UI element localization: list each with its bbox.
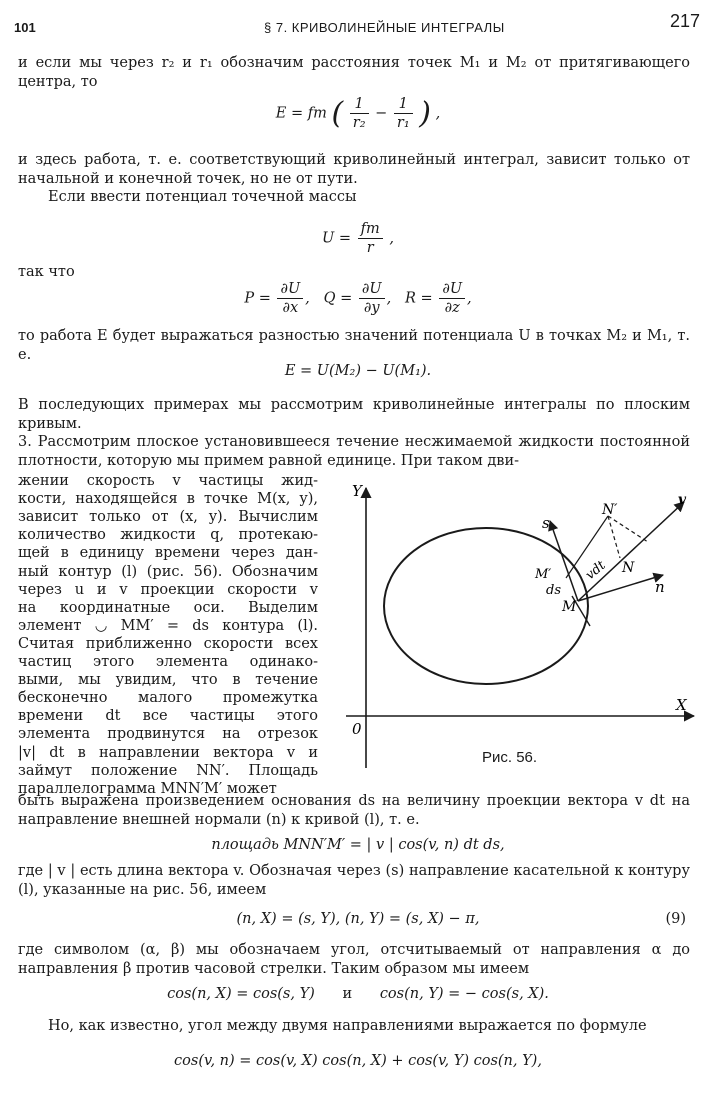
equation-potential-difference: E = U(M₂) − U(M₁). bbox=[284, 363, 432, 379]
eq1-minus: − bbox=[375, 105, 388, 122]
paragraph-11: где символом (α, β) мы обозначаем угол, отсчитываемый от направления α до направления β против часовой стрелки. Таким образом мы имеем bbox=[18, 942, 690, 977]
eq3-tail: , bbox=[467, 290, 472, 307]
velocity-v-vector bbox=[578, 502, 684, 601]
paragraph-5: то работа E будет выражаться разностью значений потенциала U в точках M₂ и M₁, т. е. bbox=[18, 328, 690, 363]
label-n: n bbox=[655, 578, 665, 596]
eq2-lhs: U = bbox=[322, 230, 352, 247]
eq3-q-num: ∂U bbox=[359, 280, 385, 299]
eq1-num2: 1 bbox=[394, 95, 413, 114]
eq2-num: fm bbox=[358, 220, 383, 239]
wrapped-line: кости, находящейся в точке M(x, y), bbox=[18, 491, 318, 508]
eq3-r-den: ∂z bbox=[444, 300, 460, 316]
paragraph-12: Но, как известно, угол между двумя направлениями выражается по формуле bbox=[48, 1018, 647, 1034]
eq3-p-lhs: P = bbox=[244, 290, 271, 307]
page-number: 217 bbox=[669, 11, 700, 31]
running-header bbox=[14, 12, 700, 38]
eq3-sep-1: , bbox=[305, 290, 310, 307]
label-origin: 0 bbox=[352, 720, 362, 738]
wrapped-line: на координатные оси. Выделим bbox=[18, 599, 318, 616]
wrapped-line: параллелограмма MNN′M′ может bbox=[18, 780, 277, 797]
wrapped-line: |v| dt в направлении вектора v и bbox=[18, 744, 318, 761]
eq7-left: cos(n, X) = cos(s, Y) bbox=[167, 986, 315, 1002]
eq2-fraction bbox=[358, 220, 383, 257]
wrapped-line: элемента продвинутся на отрезок bbox=[18, 726, 318, 743]
label-M-prime: M′ bbox=[535, 567, 552, 582]
label-M: M bbox=[562, 599, 577, 615]
contour-l bbox=[384, 528, 588, 684]
eq1-tail: , bbox=[435, 105, 441, 122]
label-vdt: vdt bbox=[582, 558, 609, 584]
eq1-num1: 1 bbox=[350, 95, 369, 114]
wrapped-line: через u и v проекции скорости v bbox=[18, 581, 318, 598]
label-y-axis: Y bbox=[352, 482, 362, 500]
wrapped-line: Считая приближенно скорости всех bbox=[18, 635, 318, 652]
paragraph-7: 3. Рассмотрим плоское установившееся течение несжимаемой жидкости постоянной плотности, которую мы примем равной единице. При таком дви- bbox=[18, 434, 690, 469]
eq3-q-lhs: Q = bbox=[323, 290, 353, 307]
eq3-r-num: ∂U bbox=[439, 280, 465, 299]
figure-caption: Рис. 56. bbox=[482, 749, 538, 766]
eq2-tail: , bbox=[389, 230, 394, 247]
label-s: s bbox=[542, 514, 550, 532]
paragraph-4: так что bbox=[18, 264, 75, 280]
eq3-q-den: ∂y bbox=[363, 300, 380, 316]
equation-cos-relations bbox=[0, 985, 716, 1004]
label-v: v bbox=[678, 492, 687, 508]
eq3-p-fraction bbox=[277, 280, 303, 317]
wrapped-line: щей в единицу времени через дан- bbox=[18, 545, 318, 562]
eq3-p-num: ∂U bbox=[277, 280, 303, 299]
eq1-fraction-2 bbox=[394, 95, 413, 132]
eq3-sep-2: , bbox=[386, 290, 392, 307]
eq3-r-lhs: R = bbox=[405, 290, 433, 307]
label-N-prime: N′ bbox=[602, 502, 618, 518]
wrapped-line: элемент ◡ MM′ = ds контура (l). bbox=[18, 617, 318, 634]
label-x-axis: X bbox=[676, 696, 687, 714]
wrapped-line: частиц этого элемента одинако- bbox=[18, 654, 318, 670]
eq1-den2: r₁ bbox=[396, 115, 410, 131]
equation-work-difference bbox=[0, 95, 716, 132]
equation-9-number: (9) bbox=[665, 911, 686, 927]
equation-area: площадь MNN′M′ = | v | cos(v, n) dt ds, bbox=[211, 837, 505, 853]
equation-cos-sum: cos(v, n) = cos(v, X) cos(n, X) + cos(v, Y) cos(n, Y), bbox=[174, 1053, 542, 1069]
equation-partials bbox=[0, 280, 716, 317]
equation-9: (n, X) = (s, Y), (n, Y) = (s, X) − π, bbox=[236, 911, 480, 927]
eq3-p-den: ∂x bbox=[282, 300, 299, 316]
eq7-and: и bbox=[342, 986, 353, 1002]
eq1-den1: r₂ bbox=[352, 115, 366, 131]
wrapped-line: жении скорость v частицы жид- bbox=[18, 473, 318, 489]
parallelogram-side-n-prime bbox=[608, 516, 620, 558]
paragraph-9: быть выражена произведением основания ds на величину проекции вектора v dt на направление внешней нормали (n) к кривой (l), т. е. bbox=[18, 793, 690, 828]
figure-56 bbox=[338, 476, 700, 772]
paragraph-10: где | v | есть длина вектора v. Обозначая через (s) направление касательной к контуру (l), указанные на рис. 56, имеем bbox=[18, 863, 690, 898]
header-left-mark: 101 bbox=[14, 20, 36, 35]
paragraph-1: и если мы через r₂ и r₁ обозначим расстояния точек M₁ и M₂ от притягивающего центра, то bbox=[18, 55, 690, 90]
eq1-close-paren: ) bbox=[419, 96, 431, 131]
eq1-open-paren: ( bbox=[331, 96, 344, 131]
wrapped-line: займут положение NN′. Площадь bbox=[18, 762, 318, 779]
figure-56-svg bbox=[338, 476, 700, 772]
wrapped-line: ный контур (l) (рис. 56). Обозначим bbox=[18, 563, 318, 580]
eq7-right: cos(n, Y) = − cos(s, X). bbox=[379, 986, 549, 1002]
eq1-lhs: E = fm bbox=[275, 105, 327, 122]
label-ds: ds bbox=[546, 583, 561, 598]
wrapped-line: количество жидкости q, протекаю- bbox=[18, 527, 318, 544]
equation-potential bbox=[0, 220, 716, 257]
eq3-r-fraction bbox=[439, 280, 465, 317]
eq3-q-fraction bbox=[359, 280, 385, 317]
eq2-den: r bbox=[366, 240, 374, 256]
wrapped-line: выми, мы увидим, что в течение bbox=[18, 672, 318, 689]
running-title: § 7. КРИВОЛИНЕЙНЫЕ ИНТЕГРАЛЫ bbox=[264, 20, 505, 35]
paragraph-2: и здесь работа, т. е. соответствующий криволинейный интеграл, зависит только от начальной и конечной точек, но не от пути. bbox=[18, 152, 690, 187]
paragraph-6: В последующих примерах мы рассмотрим криволинейные интегралы по плоским кривым. bbox=[18, 397, 690, 432]
wrapped-line: времени dt все частицы этого bbox=[18, 708, 318, 725]
eq1-fraction-1 bbox=[350, 95, 369, 132]
label-N: N bbox=[622, 560, 635, 576]
wrapped-line: бесконечно малого промежутка bbox=[18, 690, 318, 707]
paragraph-3: Если ввести потенциал точечной массы bbox=[48, 189, 357, 205]
wrapped-line: зависит только от (x, y). Вычислим bbox=[18, 509, 318, 526]
